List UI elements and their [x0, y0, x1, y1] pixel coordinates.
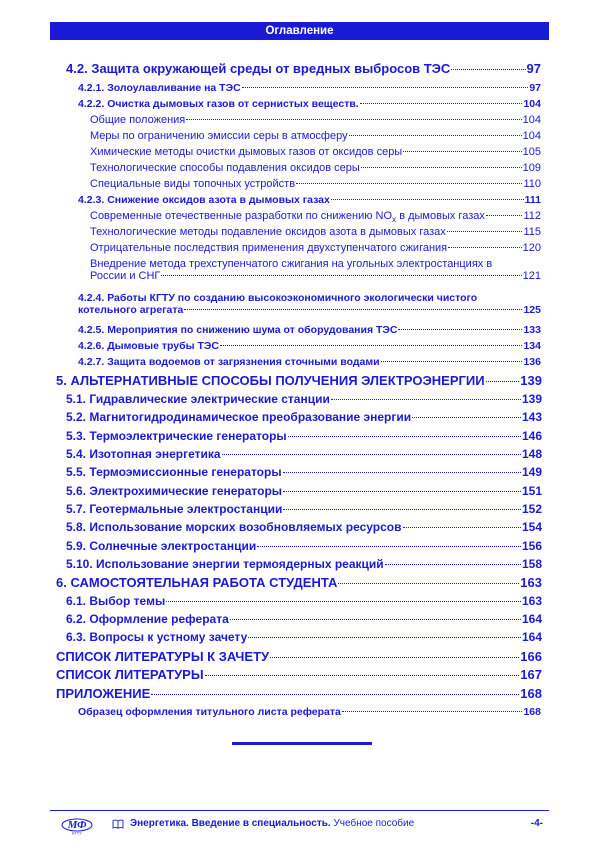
- toc-entry-page: 104: [523, 98, 541, 110]
- toc-entry-page: 158: [521, 557, 542, 571]
- toc-entry[interactable]: [56, 575, 542, 590]
- toc-entry-page: 139: [520, 373, 542, 388]
- toc-entry[interactable]: [90, 210, 541, 224]
- toc-entry[interactable]: [90, 226, 541, 238]
- toc-entry[interactable]: [90, 114, 541, 126]
- toc-entry-page: 110: [523, 178, 541, 190]
- book-icon: [112, 819, 124, 829]
- toc-entry-page: 168: [523, 706, 541, 718]
- toc-entry[interactable]: [90, 146, 541, 158]
- toc-entry-title: 5.6. Электрохимические генераторы: [66, 484, 283, 498]
- toc-entry[interactable]: [66, 630, 542, 644]
- toc-entry-page: 105: [522, 146, 541, 158]
- toc-entry[interactable]: [90, 162, 541, 174]
- toc-entry-title: 5.10. Использование энергии термоядерных реакций: [66, 557, 384, 571]
- toc-entry-title: 4.2. Защита окружающей среды от вредных выбросов ТЭС: [66, 61, 451, 76]
- toc-entry-title: 4.2.7. Защита водоемов от загрязнения сточными водами: [78, 356, 380, 368]
- toc-entry-page: 121: [522, 270, 541, 282]
- toc-entry-page: 151: [521, 484, 542, 498]
- toc-entry-page: 139: [521, 392, 542, 406]
- toc-entry-title: СПИСОК ЛИТЕРАТУРЫ: [56, 667, 204, 682]
- toc-entry[interactable]: [78, 706, 541, 718]
- toc-entry-page: 166: [520, 649, 542, 664]
- toc-entry-page: 148: [521, 447, 542, 461]
- toc-entry-page: 112: [523, 210, 541, 222]
- toc-entry[interactable]: [56, 667, 542, 682]
- toc-entry-title-line1: Внедрение метода трехступенчатого сжигания на угольных электростанциях в: [90, 258, 493, 270]
- toc-entry-page: 115: [523, 226, 541, 238]
- toc-entry-title: 4.2.6. Дымовые трубы ТЭС: [78, 340, 219, 352]
- toc-entry-title: СПИСОК ЛИТЕРАТУРЫ К ЗАЧЕТУ: [56, 649, 270, 664]
- header-title: Оглавление: [265, 25, 334, 37]
- toc-entry[interactable]: [90, 258, 541, 282]
- toc-entry-page: 97: [526, 61, 541, 76]
- toc-entry[interactable]: [78, 340, 541, 352]
- toc-entry-title: 6. САМОСТОЯТЕЛЬНАЯ РАБОТА СТУДЕНТА: [56, 575, 338, 590]
- toc-entry-title: Современные отечественные разработки по снижению $NO_x$ в дымовых газах: [90, 210, 485, 225]
- toc-entry[interactable]: [66, 594, 542, 608]
- toc-entry-page: 143: [521, 410, 542, 424]
- toc-entry[interactable]: [90, 130, 541, 142]
- toc-entry-title: 6.1. Выбор темы: [66, 594, 166, 608]
- toc-entry[interactable]: [66, 429, 542, 443]
- toc-entry-page: 167: [520, 667, 542, 682]
- toc-entry[interactable]: [56, 373, 542, 388]
- toc-entry-title-line2: котельного агрегата: [78, 304, 184, 316]
- toc-entry-page: 163: [520, 575, 542, 590]
- toc-entry[interactable]: [66, 465, 542, 479]
- toc-entry-title: 5.8. Использование морских возобновляемых ресурсов: [66, 520, 402, 534]
- toc-entry-page: 156: [521, 539, 542, 553]
- toc-entry-title: 5.7. Геотермальные электростанции: [66, 502, 283, 516]
- toc-entry[interactable]: [66, 484, 542, 498]
- toc-entry[interactable]: [78, 82, 541, 94]
- toc-entry[interactable]: [56, 686, 542, 701]
- toc-entry-title: Общие положения: [90, 114, 186, 126]
- toc-entry-page: 111: [524, 194, 541, 206]
- toc-entry-page: 164: [521, 612, 542, 626]
- toc-entry-page: 109: [522, 162, 541, 174]
- toc-entry[interactable]: [66, 392, 542, 406]
- toc-entry-page: 146: [521, 429, 542, 443]
- toc-entry-title: Технологические методы подавление оксидов азота в дымовых газах: [90, 226, 446, 238]
- toc-entry-title: ПРИЛОЖЕНИЕ: [56, 686, 151, 701]
- toc-entry[interactable]: [66, 410, 542, 424]
- toc-entry[interactable]: [66, 520, 542, 534]
- toc-entry-title: 4.2.3. Снижение оксидов азота в дымовых газах: [78, 194, 330, 206]
- toc-entry-title: 5.9. Солнечные электростанции: [66, 539, 257, 553]
- toc-entry-title: 4.2.5. Мероприятия по снижению шума от оборудования ТЭС: [78, 324, 398, 336]
- toc-entry[interactable]: [78, 194, 541, 206]
- footer-divider: [50, 810, 549, 811]
- toc-entry-title: 5.1. Гидравлические электрические станции: [66, 392, 330, 406]
- toc-entry[interactable]: [90, 178, 541, 190]
- toc-entry-page: 168: [520, 686, 542, 701]
- toc-entry[interactable]: [90, 242, 541, 254]
- page-footer: [50, 815, 549, 837]
- toc-entry-title: 5.4. Изотопная энергетика: [66, 447, 221, 461]
- toc-entry-title: 5.2. Магнитогидродинамическое преобразование энергии: [66, 410, 412, 424]
- toc-entry-page: 136: [523, 356, 541, 368]
- page-number: -4-: [530, 818, 543, 829]
- toc-entry-page: 104: [522, 130, 541, 142]
- toc-entry-page: 149: [521, 465, 542, 479]
- toc-entry-title-line2: России и СНГ: [90, 270, 161, 282]
- toc-entry-page: 104: [522, 114, 541, 126]
- toc-entry[interactable]: [66, 612, 542, 626]
- toc-entry-title: 5.5. Термоэмиссионные генераторы: [66, 465, 282, 479]
- footer-title: Энергетика. Введение в специальность. Учебное пособие: [130, 818, 415, 829]
- toc-entry-page: 163: [521, 594, 542, 608]
- toc-entry-title-line1: 4.2.4. Работы КГТУ по созданию высокоэкономичного экологически чистого: [78, 292, 478, 304]
- toc-entry-title: Отрицательные последствия применения двухступенчатого сжигания: [90, 242, 448, 254]
- section-divider: [232, 742, 372, 745]
- toc-entry[interactable]: [66, 61, 541, 76]
- toc-entry[interactable]: [78, 356, 541, 368]
- toc-entry[interactable]: [66, 447, 542, 461]
- university-logo: [60, 815, 94, 835]
- svg-text:МФ: МФ: [67, 819, 87, 831]
- toc-entry-page: 97: [529, 82, 541, 94]
- toc-entry-title: 5. АЛЬТЕРНАТИВНЫЕ СПОСОБЫ ПОЛУЧЕНИЯ ЭЛЕКТРОЭНЕРГИИ: [56, 373, 485, 388]
- svg-text:КГТУ: КГТУ: [72, 830, 82, 835]
- toc-entry-title: Образец оформления титульного листа реферата: [78, 706, 341, 718]
- toc-entry-title: Меры по ограничению эмиссии серы в атмосферу: [90, 130, 348, 142]
- toc-entry[interactable]: [78, 98, 541, 110]
- toc-entry-page: 152: [521, 502, 542, 516]
- toc-entry[interactable]: [78, 324, 541, 336]
- toc-entry[interactable]: [66, 502, 542, 516]
- toc-entry-title: 6.2. Оформление реферата: [66, 612, 229, 626]
- toc-entry-page: 164: [521, 630, 542, 644]
- toc-entry-page: 120: [522, 242, 541, 254]
- toc-entry-title: Технологические способы подавления оксидов серы: [90, 162, 360, 174]
- toc-entry-title: 4.2.1. Золоулавливание на ТЭС: [78, 82, 241, 94]
- toc-entry-page: 154: [521, 520, 542, 534]
- toc-entry-title: Специальные виды топочных устройств: [90, 178, 296, 190]
- toc-entry-title: Химические методы очистки дымовых газов от оксидов серы: [90, 146, 403, 158]
- toc-entry-title: 4.2.2. Очистка дымовых газов от сернистых веществ.: [78, 98, 359, 110]
- toc-entry[interactable]: [56, 649, 542, 664]
- toc-entry-page: 134: [523, 340, 541, 352]
- toc-entry[interactable]: [66, 539, 542, 553]
- toc-entry[interactable]: [66, 557, 542, 571]
- toc-entry[interactable]: [78, 292, 541, 316]
- toc-entry-page: 125: [523, 304, 541, 316]
- toc-entry-title: 6.3. Вопросы к устному зачету: [66, 630, 248, 644]
- toc-entry-title: 5.3. Термоэлектрические генераторы: [66, 429, 287, 443]
- toc-entry-page: 133: [523, 324, 541, 336]
